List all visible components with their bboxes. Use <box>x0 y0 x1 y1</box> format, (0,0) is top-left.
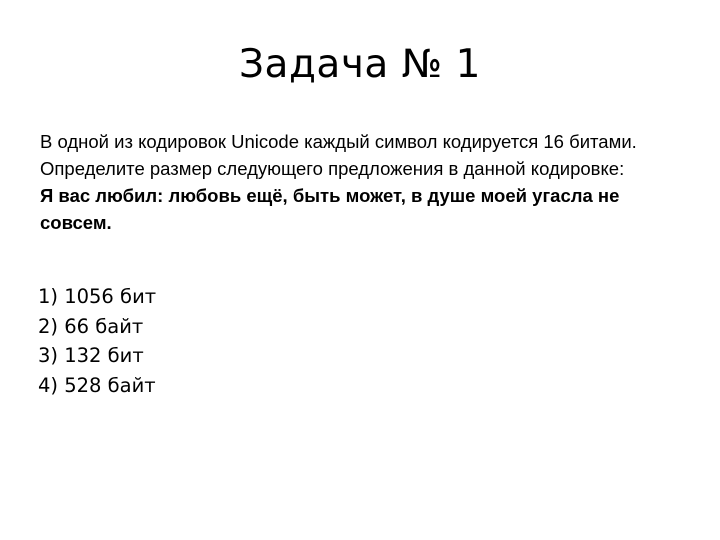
answer-option-4: 4) 528 байт <box>38 373 156 397</box>
answer-list <box>38 282 156 400</box>
answer-option-2: 2) 66 байт <box>38 314 144 338</box>
answer-option-1: 1) 1056 бит <box>38 285 157 308</box>
answer-option-3: 3) 132 бит <box>38 344 144 367</box>
task-block <box>40 128 690 236</box>
task-text: В одной из кодировок Unicode каждый символ кодируется 16 битами. Определите размер следующего предложения в данной кодировке: <box>40 131 637 179</box>
slide-title: Задача № 1 <box>239 42 481 87</box>
task-quote: Я вас любил: любовь ещё, быть может, в душе моей угасла не совсем. <box>40 185 620 233</box>
